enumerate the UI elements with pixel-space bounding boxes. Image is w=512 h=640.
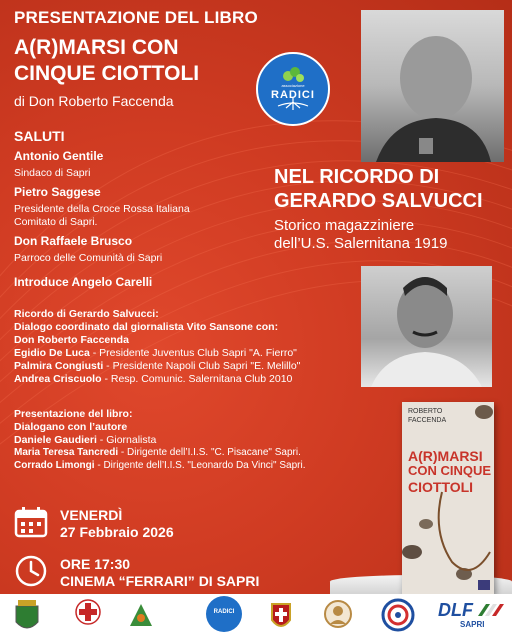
presentazione-row-1-role: - Giornalista: [96, 434, 157, 446]
ricordo-sub-2: dell’U.S. Salernitana 1919: [274, 235, 448, 252]
dialogo-line-1: Ricordo di Gerardo Salvucci:: [14, 308, 159, 320]
dialogo-row-3-name: Andrea Criscuolo: [14, 373, 102, 385]
saluti-role-2b: Comitato di Sapri.: [14, 216, 98, 228]
event-place: CINEMA “FERRARI” DI SAPRI: [60, 573, 260, 589]
dlf-text: DLF: [438, 600, 473, 620]
speaker-photo: [361, 266, 492, 387]
portrait-silhouette: [361, 10, 504, 162]
dialogo-row-1-name: Egidio De Luca: [14, 347, 90, 359]
header-line: PRESENTAZIONE DEL LIBRO: [14, 8, 258, 27]
footer-radici-logo: [206, 596, 242, 632]
parco-nazionale-icon: [126, 598, 156, 636]
dialogo-line-3: Don Roberto Faccenda: [14, 334, 129, 346]
radici-logo-name: RADICI: [271, 89, 315, 101]
gerardo-salvucci-photo: [361, 10, 504, 162]
dlf-city: SAPRI: [460, 620, 485, 629]
event-day: VENERDÌ: [60, 507, 123, 523]
saluti-role-2: Presidente della Croce Rossa Italiana: [14, 203, 190, 215]
book-title-1: A(R)MARSI: [408, 448, 483, 464]
book-title-2: CON CINQUE: [408, 463, 492, 478]
introduce-line: Introduce Angelo Carelli: [14, 275, 153, 289]
dialogo-row-2-role: - Presidente Napoli Club Sapri "E. Melillo": [103, 360, 301, 372]
dlf-flag-icon: [478, 602, 504, 618]
presentazione-line-1: Presentazione del libro:: [14, 408, 133, 420]
saluti-heading: SALUTI: [14, 128, 65, 144]
saluti-name-2: Pietro Saggese: [14, 185, 101, 199]
book-title-line1: A(R)MARSI CON: [14, 36, 179, 59]
book-stones-illustration: [402, 402, 494, 594]
sports-club-icon: [380, 598, 416, 636]
knights-crest-icon: [266, 598, 296, 636]
red-cross-icon: [74, 598, 102, 636]
saluti-name-3: Don Raffaele Brusco: [14, 234, 133, 248]
dialogo-row-1-role: - Presidente Juventus Club Sapri "A. Fierro": [89, 347, 297, 359]
calendar-icon: [14, 506, 48, 538]
dialogo-row-2-name: Palmira Congiusti: [14, 360, 104, 372]
dialogo-row-3: [14, 373, 292, 385]
presentazione-row-2-name: Maria Teresa Tancredi: [14, 447, 119, 458]
book-author: di Don Roberto Faccenda: [14, 93, 174, 109]
footer-radici-text: RADICI: [213, 609, 235, 615]
dialogo-row-2: [14, 360, 300, 372]
dialogo-row-3-role: - Resp. Comunic. Salernitana Club 2010: [101, 373, 293, 385]
saluti-role-1: Sindaco di Sapri: [14, 167, 91, 179]
radici-logo: [256, 52, 330, 126]
presentazione-line-2: Dialogano con l’autore: [14, 421, 128, 433]
dialogo-row-1: [14, 347, 297, 359]
presentazione-row-2: [14, 447, 301, 459]
ricordo-title-1: NEL RICORDO DI: [274, 166, 440, 188]
portrait-silhouette-2: [361, 266, 492, 387]
ricordo-title-2: GERARDO SALVUCCI: [274, 190, 483, 212]
saluti-role-3: Parroco delle Comunità di Sapri: [14, 252, 163, 264]
presentazione-row-2-role: - Dirigente dell’I.I.S. "C. Pisacane" Sapri.: [118, 447, 301, 458]
footer-logos-bar: [0, 594, 512, 640]
book-title-line2: CINQUE CIOTTOLI: [14, 62, 200, 85]
event-date: 27 Febbraio 2026: [60, 524, 174, 540]
ricordo-sub-1: Storico magazziniere: [274, 217, 415, 234]
saluti-name-1: Antonio Gentile: [14, 149, 104, 163]
presentazione-row-1: [14, 434, 156, 446]
book-author-1: ROBERTO: [408, 408, 443, 415]
portrait-medallion-icon: [322, 598, 354, 636]
presentazione-row-3-role: - Dirigente dell’I.I.S. "Leonardo Da Vinci" Sapri.: [94, 460, 306, 471]
presentazione-row-1-name: Daniele Gaudieri: [14, 434, 97, 446]
presentazione-row-3: [14, 460, 305, 472]
dialogo-line-2: Dialogo coordinato dal giornalista Vito Sansone con:: [14, 321, 279, 333]
book-cover: [402, 402, 494, 594]
clock-icon: [14, 554, 48, 588]
radici-logo-small: associazione: [281, 83, 305, 88]
event-time: ORE 17:30: [60, 556, 131, 572]
comune-crest-icon: [12, 598, 42, 636]
presentazione-row-3-name: Corrado Limongi: [14, 460, 95, 471]
dlf-sapri-logo: [434, 600, 504, 634]
book-title-3: CIOTTOLI: [408, 479, 474, 495]
book-author-2: FACCENDA: [408, 417, 447, 424]
